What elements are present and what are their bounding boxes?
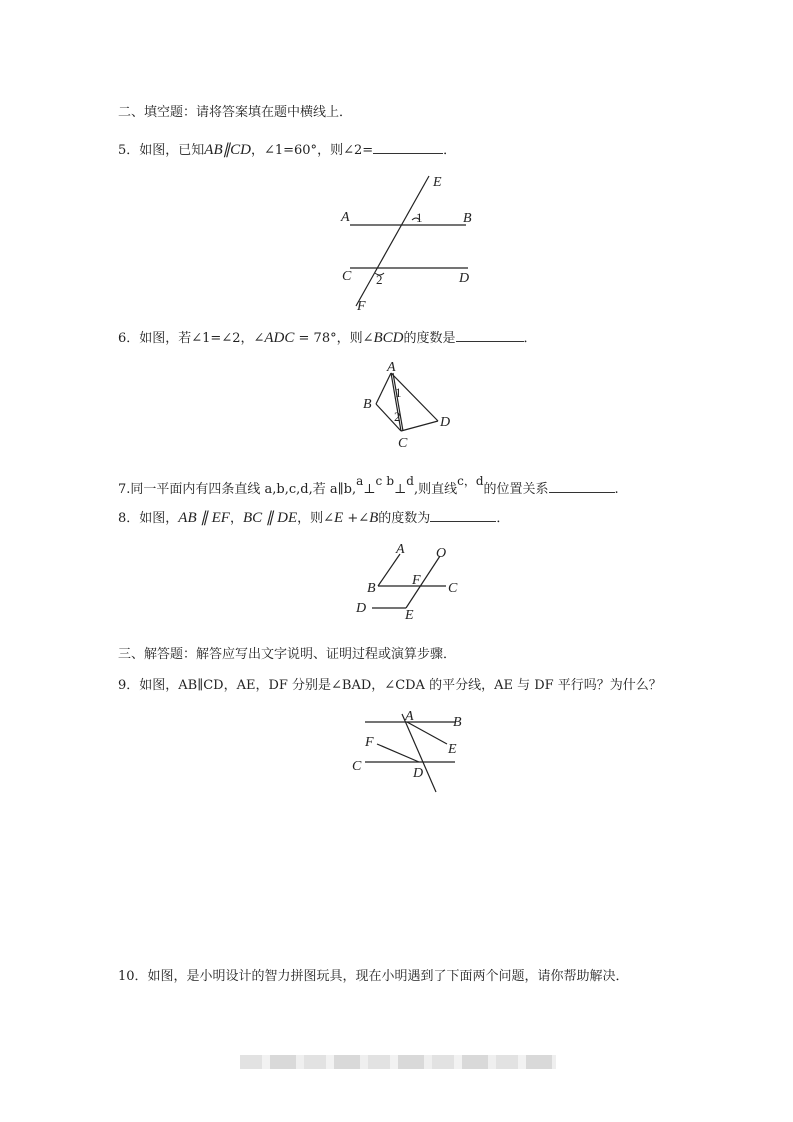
- q7-text-3: 的位置关系: [483, 482, 549, 497]
- q5-figure: [330, 170, 480, 315]
- q5-label-f: F: [357, 299, 366, 314]
- q5-end: ．: [443, 143, 457, 158]
- q5-label-a: A: [341, 210, 350, 225]
- q9-label-f: F: [365, 735, 374, 750]
- q6-bcd: BCD: [373, 330, 404, 346]
- q9-label-a: A: [405, 709, 414, 724]
- q6-label-1: 1: [395, 385, 402, 400]
- q5-label-e: E: [433, 175, 442, 190]
- q9-figure: [350, 706, 470, 796]
- q8-label-f: F: [412, 573, 421, 588]
- q6-end: ．: [523, 331, 537, 346]
- q8-label-e: E: [405, 608, 414, 623]
- q9-label-d: D: [413, 766, 424, 781]
- question-10: 10．如图，是小明设计的智力拼图玩具，现在小明遇到了下面两个问题，请你帮助解决．: [118, 969, 629, 984]
- q5-mid: ，∠1=: [250, 143, 295, 158]
- q8-label-d: D: [356, 601, 367, 616]
- q5-label-2: 2: [376, 272, 383, 287]
- section-3-heading: 三、解答题：解答应写出文字说明、证明过程或演算步骤．: [118, 647, 457, 662]
- q8-ab-ef: AB ∥ EF: [178, 510, 230, 526]
- q8-prefix: 8．如图，: [118, 511, 179, 526]
- q6-tail: ，则∠: [336, 331, 374, 346]
- section-2-heading: 二、填空题：请将答案填在题中横线上．: [118, 105, 353, 120]
- q8-line-ab: [378, 554, 400, 586]
- q5-parallel: AB∥CD: [204, 142, 251, 158]
- question-7: [118, 474, 619, 499]
- question-5: [118, 141, 456, 160]
- q7-perp-1: ⊥: [363, 482, 376, 497]
- q8-end: ．: [496, 511, 510, 526]
- q9-label-c: C: [352, 759, 362, 774]
- q8-label-c: C: [448, 581, 458, 596]
- q6-eq: = 78°: [294, 331, 337, 346]
- q6-label-c: C: [398, 436, 408, 451]
- q5-prefix: 5．如图，已知: [118, 143, 205, 158]
- q8-comma: ，: [229, 511, 243, 526]
- question-6: [118, 329, 537, 348]
- q6-label-a: A: [387, 360, 396, 375]
- q6-label-2: 2: [394, 409, 401, 424]
- q8-b: B: [369, 510, 379, 526]
- q6-side-cd: [401, 421, 438, 431]
- q5-angle: 60°: [294, 143, 318, 158]
- question-9: 9．如图，AB∥CD，AE，DF 分别是∠BAD，∠CDA 的平分线，AE 与 DF 平行吗？为什么？: [118, 678, 662, 693]
- q9-label-b: B: [453, 715, 462, 730]
- q9-label-e: E: [448, 742, 457, 757]
- q7-end: .: [614, 482, 619, 497]
- q8-e: E: [334, 510, 344, 526]
- q5-label-b: B: [463, 211, 472, 226]
- question-8: [118, 509, 509, 528]
- q6-answer-blank[interactable]: [456, 329, 524, 342]
- q8-plus: +∠: [343, 511, 370, 526]
- q8-label-o: O: [436, 546, 447, 561]
- q5-line-ef: [356, 176, 429, 306]
- q8-answer-blank[interactable]: [430, 509, 496, 522]
- q7-cd: c，: [457, 474, 476, 488]
- q8-tail: ，则∠: [297, 511, 335, 526]
- q6-adc: ADC: [264, 330, 295, 346]
- q5-label-d: D: [459, 271, 470, 286]
- q6-figure: [358, 358, 458, 453]
- q7-d: d: [406, 474, 414, 488]
- q7-a: a: [356, 474, 364, 488]
- q5-label-1: 1: [416, 210, 423, 225]
- q7-perp-2: ⊥: [394, 482, 407, 497]
- q6-prefix: 6．如图，若∠1=∠2，∠: [118, 331, 265, 346]
- footer-blurred-watermark: [240, 1055, 556, 1069]
- q5-label-c: C: [342, 269, 352, 284]
- q7-b: b: [386, 474, 395, 488]
- q6-label-d: D: [440, 415, 451, 430]
- q5-tail: ，则∠2=: [317, 143, 374, 158]
- q7-c: c: [375, 474, 383, 488]
- q6-side-ab: [376, 373, 391, 404]
- q7-d2: d: [475, 474, 484, 488]
- q5-answer-blank[interactable]: [373, 141, 443, 154]
- q8-label-a: A: [396, 542, 405, 557]
- q8-tail2: 的度数为: [378, 511, 431, 526]
- q6-label-b: B: [363, 397, 372, 412]
- q6-tail2: 的度数是: [403, 331, 456, 346]
- q8-figure: [352, 540, 467, 623]
- q8-bc-de: BC ∥ DE: [242, 510, 298, 526]
- q8-label-b: B: [367, 581, 376, 596]
- q7-text-2: ,则直线: [413, 482, 458, 497]
- q7-answer-blank[interactable]: [549, 480, 615, 493]
- q7-text-1: 7.同一平面内有四条直线 a,b,c,d,若 a∥b,: [118, 482, 357, 497]
- q9-bisector-df: [377, 744, 419, 762]
